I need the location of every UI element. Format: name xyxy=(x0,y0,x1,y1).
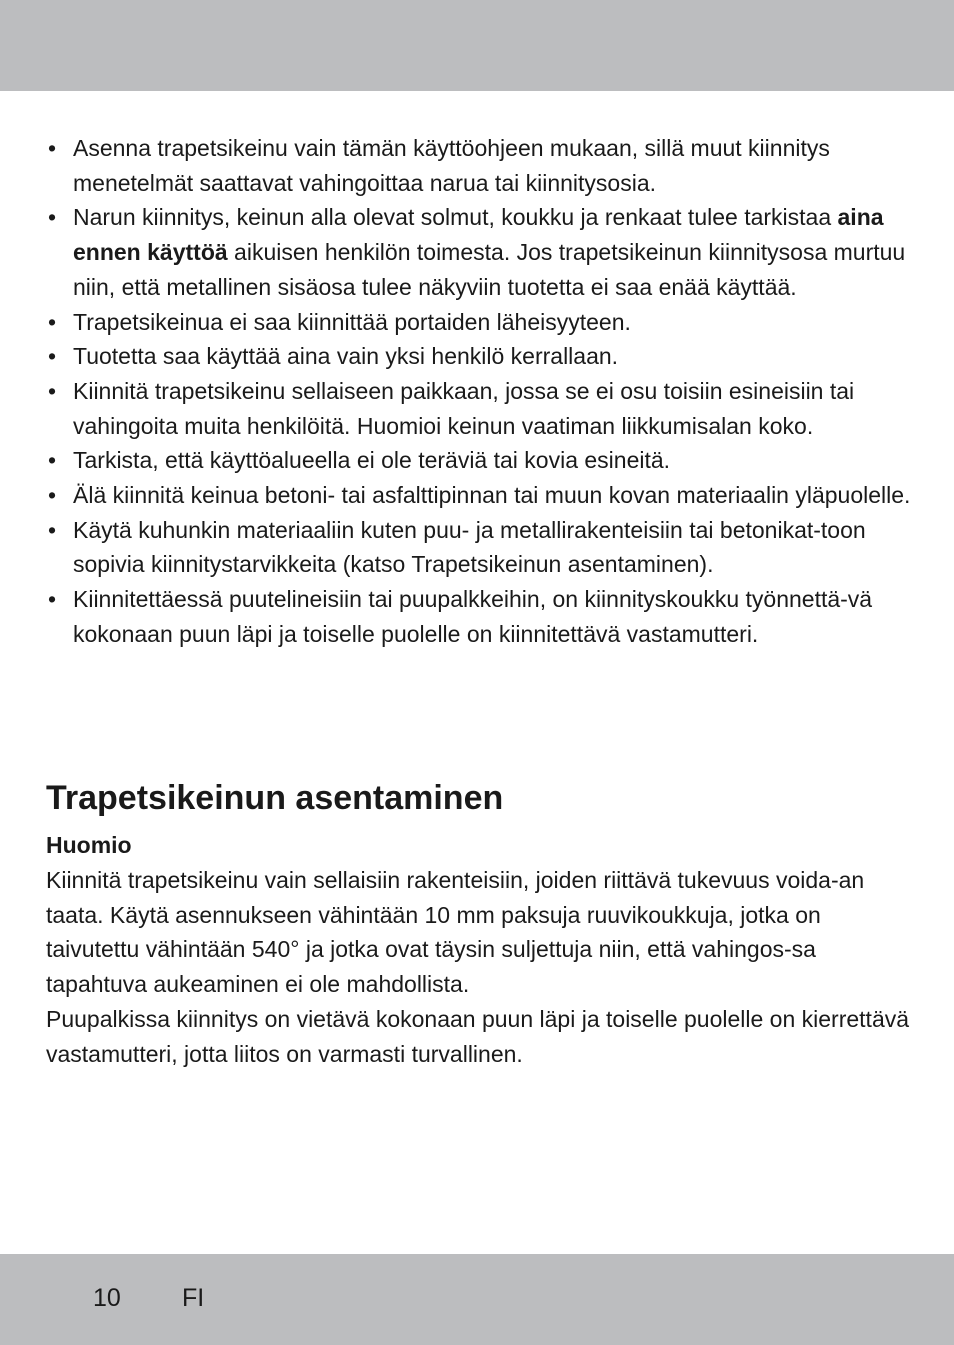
bullet-icon: • xyxy=(48,308,57,335)
paragraph: Kiinnitä trapetsikeinu vain sellaisiin rakenteisiin, joiden riittävä tukevuus voida-an taata. Käytä asennukseen vähintään 10 mm paksuja ruuvikoukkuja, jotka on taivutettu vähintään 540° ja jotka ovat täysin suljettuja niin, että vahingos-sa tapahtuva aukeaminen ei ole mahdollista. xyxy=(46,867,865,998)
list-item xyxy=(46,374,916,443)
list-item xyxy=(46,200,916,304)
bullet-text: Tarkista, että käyttöalueella ei ole teräviä tai kovia esineitä. xyxy=(73,447,671,474)
bullet-text: aikuisen henkilön toimesta. Jos trapetsikeinun kiinnitysosa murtuu niin, että metallinen sisäosa tulee näkyviin tuotetta ei saa enää käyttää. xyxy=(73,239,906,300)
paragraph: Puupalkissa kiinnitys on vietävä kokonaan puun läpi ja toiselle puolelle on kierrettävä vastamutteri, jotta liitos on varmasti turvallinen. xyxy=(46,1005,910,1067)
list-item xyxy=(46,582,916,651)
bullet-text: Älä kiinnitä keinua betoni- tai asfalttipinnan tai muun kovan materiaalin yläpuolelle. xyxy=(73,482,911,509)
list-item xyxy=(46,478,916,513)
bullet-icon: • xyxy=(48,586,57,613)
bullet-text: Asenna trapetsikeinu vain tämän käyttöohjeen mukaan, sillä muut kiinnitys menetelmät saattavat vahingoittaa narua tai kiinnitysosia. xyxy=(73,135,830,196)
bullet-icon: • xyxy=(48,343,57,370)
header-band xyxy=(0,0,954,91)
footer-band xyxy=(0,1254,954,1345)
page-number: 10 xyxy=(93,1284,121,1312)
bullet-text: Kiinnitä trapetsikeinu sellaiseen paikkaan, jossa se ei osu toisiin esineisiin tai vahingoita muita henkilöitä. Huomioi keinun vaatiman liikkumisalan koko. xyxy=(73,377,855,439)
list-item xyxy=(46,443,916,478)
list-item xyxy=(46,339,916,374)
bullet-text: Narun kiinnitys, keinun alla olevat solmut, koukku ja renkaat tulee tarkistaa xyxy=(73,204,838,231)
safety-bullet-list xyxy=(46,131,916,652)
bullet-text: Tuotetta saa käyttää aina vain yksi henkilö kerrallaan. xyxy=(73,343,619,370)
bullet-icon: • xyxy=(48,482,57,509)
bullet-emphasis: aina ennen käyttöä xyxy=(73,204,884,266)
bullet-text: Kiinnitettäessä puutelineisiin tai puupalkkeihin, on kiinnityskoukku työnnettä-vä kokonaan puun läpi ja toiselle puolelle on kiinnitettävä vastamutteri. xyxy=(73,586,873,647)
section-subheading: Huomio xyxy=(46,832,132,858)
bullet-icon: • xyxy=(48,516,57,543)
bullet-icon: • xyxy=(48,204,57,231)
list-item xyxy=(46,305,916,340)
bullet-icon: • xyxy=(48,447,57,474)
bullet-text: Käytä kuhunkin materiaaliin kuten puu- ja metallirakenteisiin tai betonikat-toon sopivia kiinnitystarvikkeita (katso Trapetsikeinun asentaminen). xyxy=(73,516,866,578)
section-body xyxy=(46,863,916,1071)
list-item xyxy=(46,513,916,582)
bullet-icon: • xyxy=(48,377,57,404)
language-code: FI xyxy=(182,1284,205,1312)
section-heading: Trapetsikeinun asentaminen xyxy=(46,779,504,817)
list-item xyxy=(46,131,916,200)
bullet-icon: • xyxy=(48,135,57,161)
bullet-text: Trapetsikeinua ei saa kiinnittää portaiden läheisyyteen. xyxy=(73,308,631,335)
